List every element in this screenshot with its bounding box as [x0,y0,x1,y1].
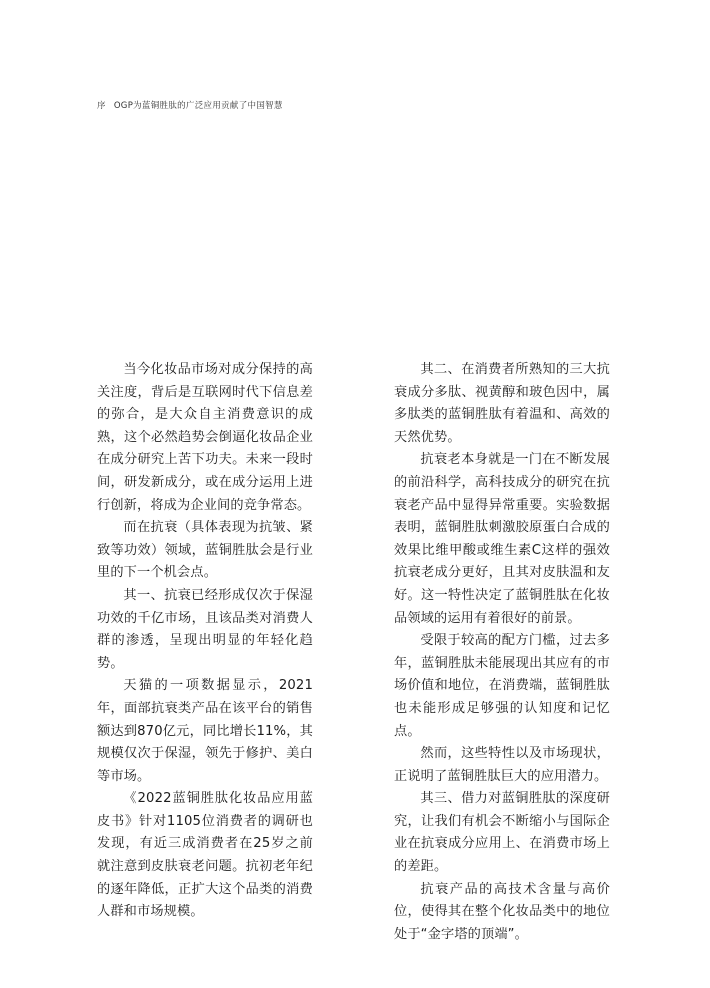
paragraph: 天猫的一项数据显示，2021年，面部抗衰类产品在该平台的销售额达到870亿元，同比增长11%，其规模仅次于保湿，领先于修护、美白等市场。 [97,678,313,784]
paragraph: 抗衰产品的高技术含量与高价位，使得其在整个化妆品类中的地位处于“金字塔的顶端”。 [394,881,610,942]
right-column [394,359,610,946]
paragraph: 然而，这些特性以及市场现状，正说明了蓝铜胜肽巨大的应用潜力。 [394,746,610,784]
paragraph: 其三、借力对蓝铜胜肽的深度研究，让我们有机会不断缩小与国际企业在抗衰成分应用上、在消费市场上的差距。 [394,791,610,875]
paragraph: 其一、抗衰已经形成仅次于保湿功效的千亿市场，且该品类对消费人群的渗透，呈现出明显的年轻化趋势。 [97,587,313,671]
section-mark: 序 [97,101,106,111]
paragraph: 而在抗衰（具体表现为抗皱、紧致等功效）领域，蓝铜胜肽会是行业里的下一个机会点。 [97,520,313,581]
header-title: OGP为蓝铜胜肽的广泛应用贡献了中国智慧 [113,101,283,111]
paragraph: 其二、在消费者所熟知的三大抗衰成分多肽、视黄醇和玻色因中，属多肽类的蓝铜胜肽有着温和、高效的天然优势。 [394,362,610,445]
paragraph: 《2022蓝铜胜肽化妆品应用蓝皮书》针对1105位消费者的调研也发现，有近三成消费者在25岁之前就注意到皮肤衰老问题。抗初老年纪的逐年降低，正扩大这个品类的消费人群和市场规模。 [97,791,313,920]
paragraph: 当今化妆品市场对成分保持的高关注度，背后是互联网时代下信息差的弥合，是大众自主消费意识的成熟，这个必然趋势会倒逼化妆品企业在成分研究上苦下功夫。未来一段时间，研发新成分，或在成分运用上进行创新，将成为企业间的竞争常态。 [97,362,313,513]
paragraph: 受限于较高的配方门槛，过去多年，蓝铜胜肽未能展现出其应有的市场价值和地位，在消费端，蓝铜胜肽也未能形成足够强的认知度和记忆点。 [394,633,610,739]
left-column [97,359,313,924]
running-header [97,99,283,111]
paragraph: 抗衰老本身就是一门在不断发展的前沿科学，高科技成分的研究在抗衰老产品中显得异常重要。实验数据表明，蓝铜胜肽刺激胶原蛋白合成的效果比维甲酸或维生素C这样的强效抗衰老成分更好，且其对皮肤温和友好。这一特性决定了蓝铜胜肽在化妆品领域的运用有着很好的前景。 [394,452,610,626]
